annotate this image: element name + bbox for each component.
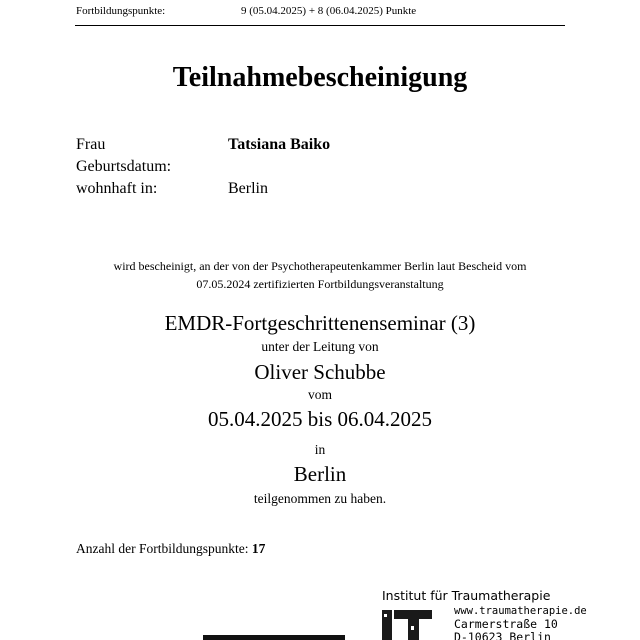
residence-row (76, 178, 268, 200)
participant-name-row (76, 134, 331, 156)
total-points (76, 541, 265, 557)
total-points-value: 17 (251, 541, 266, 556)
certification-line-2: 07.05.2024 zertifizierten Fortbildungsveranstaltung (196, 277, 444, 291)
total-points-label: Anzahl der Fortbildungspunkte: (76, 541, 249, 556)
event-name: EMDR-Fortgeschrittenenseminar (3) (164, 311, 476, 335)
event-location: Berlin (293, 462, 347, 486)
page-title: Teilnahmebescheinigung (172, 62, 468, 93)
salutation: Frau (76, 136, 106, 153)
institute-street: Carmerstraße 10 (454, 617, 558, 631)
leadership-label: unter der Leitung von (261, 339, 379, 354)
header-points-label: Fortbildungspunkte: (76, 5, 166, 17)
closing-text: teilgenommen zu haben. (253, 491, 387, 506)
institute-name: Institut für Traumatherapie (382, 588, 551, 603)
residence-value: Berlin (228, 180, 268, 197)
event-leader: Oliver Schubbe (254, 360, 386, 384)
event-dates: 05.04.2025 bis 06.04.2025 (207, 407, 432, 431)
in-label: in (314, 442, 326, 457)
header-points-line (76, 5, 417, 17)
header-divider (75, 25, 565, 26)
signature-bar (203, 635, 345, 640)
it-logo-icon (380, 608, 440, 640)
participant-info (76, 134, 331, 200)
participant-name: Tatsiana Baiko (228, 136, 331, 153)
birthdate-row (76, 156, 171, 178)
certification-line-1: wird bescheinigt, an der von der Psychotherapeutenkammer Berlin laut Bescheid vom (113, 259, 527, 273)
from-label: vom (307, 387, 332, 402)
institute-stamp (378, 584, 587, 640)
birthdate-label: Geburtsdatum: (76, 158, 172, 175)
institute-city: D-10623 Berlin (454, 630, 551, 640)
residence-label: wohnhaft in: (76, 180, 158, 197)
header-points-value: 9 (05.04.2025) + 8 (06.04.2025) Punkte (241, 5, 417, 17)
institute-website: www.traumatherapie.de (454, 605, 587, 617)
